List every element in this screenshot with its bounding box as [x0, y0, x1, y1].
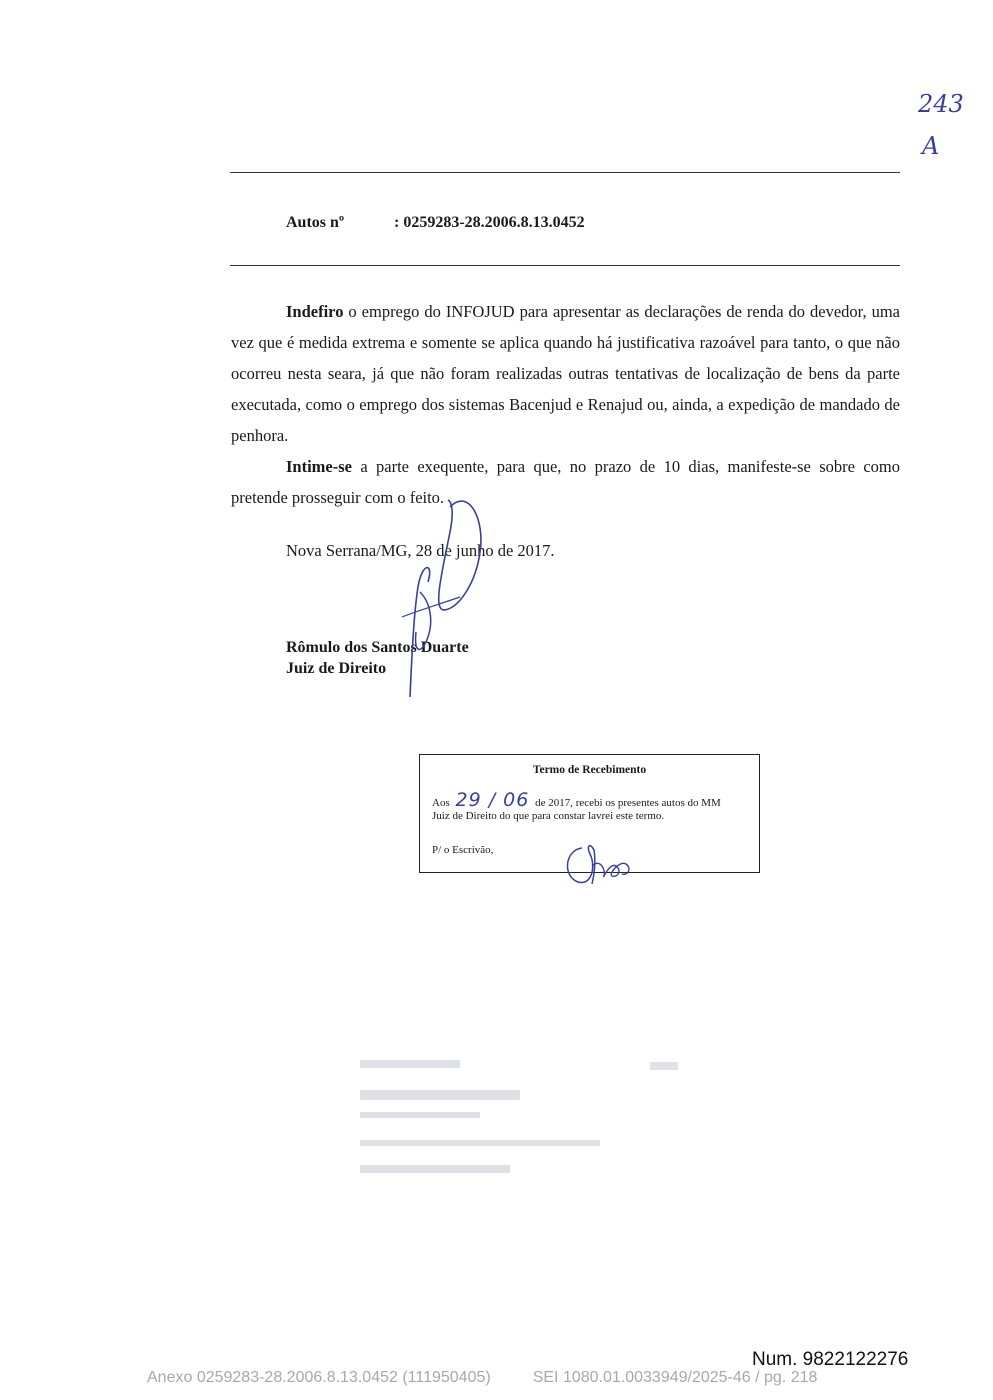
judge-signature-icon — [390, 492, 500, 702]
judge-title: Juiz de Direito — [286, 660, 387, 677]
place-date: Nova Serrana/MG, 28 de junho de 2017. — [286, 541, 555, 560]
decision-lead: Indefiro — [286, 302, 344, 321]
page-number-initial: A — [922, 132, 940, 160]
summons-lead: Intime-se — [286, 457, 352, 476]
receipt-line-2: Juiz de Direito do que para constar lavrei este termo. — [432, 810, 665, 822]
handwritten-page-number — [916, 88, 976, 168]
footer-annex: Anexo 0259283-28.2006.8.13.0452 (111950405) — [147, 1369, 491, 1386]
case-number: : 0259283-28.2006.8.13.0452 — [394, 214, 585, 231]
receipt-line-1-rest: de 2017, recebi os presentes autos do MM — [535, 797, 721, 809]
top-rule — [230, 172, 900, 173]
judge-name: Rômulo dos Santos Duarte — [286, 639, 469, 656]
case-number-line — [286, 214, 585, 232]
faint-stamp-icon — [350, 1050, 680, 1200]
receipt-prefix: Aos — [432, 797, 450, 809]
clerk-signature-icon — [560, 836, 640, 888]
receipt-sign-label: P/ o Escrivão, — [432, 844, 494, 856]
case-label: Autos nº — [286, 214, 345, 231]
decision-text: o emprego do INFOJUD para apresentar as declarações de renda do devedor, uma vez que é medida extrema e somente se aplica quando há justificativa razoável para tanto, o que não ocorreu nesta seara, já que não foram realizadas outras tentativas de localização de bens da parte executada, como o emprego dos sistemas Bacenjud e Renajud ou, ainda, a expedição de mandado de penhora. — [231, 302, 900, 445]
summons-paragraph — [231, 451, 900, 513]
receipt-handwritten-date: 29 / 06 — [455, 789, 530, 811]
page-number-value: 243 — [918, 90, 964, 118]
decision-paragraph — [231, 296, 900, 451]
summons-text: a parte exequente, para que, no prazo de 10 dias, manifeste-se sobre como pretende prosseguir com o feito. — [231, 457, 900, 507]
footer-document-number: Num. 9822122276 — [752, 1349, 909, 1370]
decision-body — [231, 296, 900, 513]
header-bottom-rule — [230, 265, 900, 266]
footer-sei: SEI 1080.01.0033949/2025-46 / pg. 218 — [532, 1369, 818, 1386]
receipt-title: Termo de Recebimento — [532, 764, 647, 776]
footer-sei-line — [147, 1369, 817, 1387]
